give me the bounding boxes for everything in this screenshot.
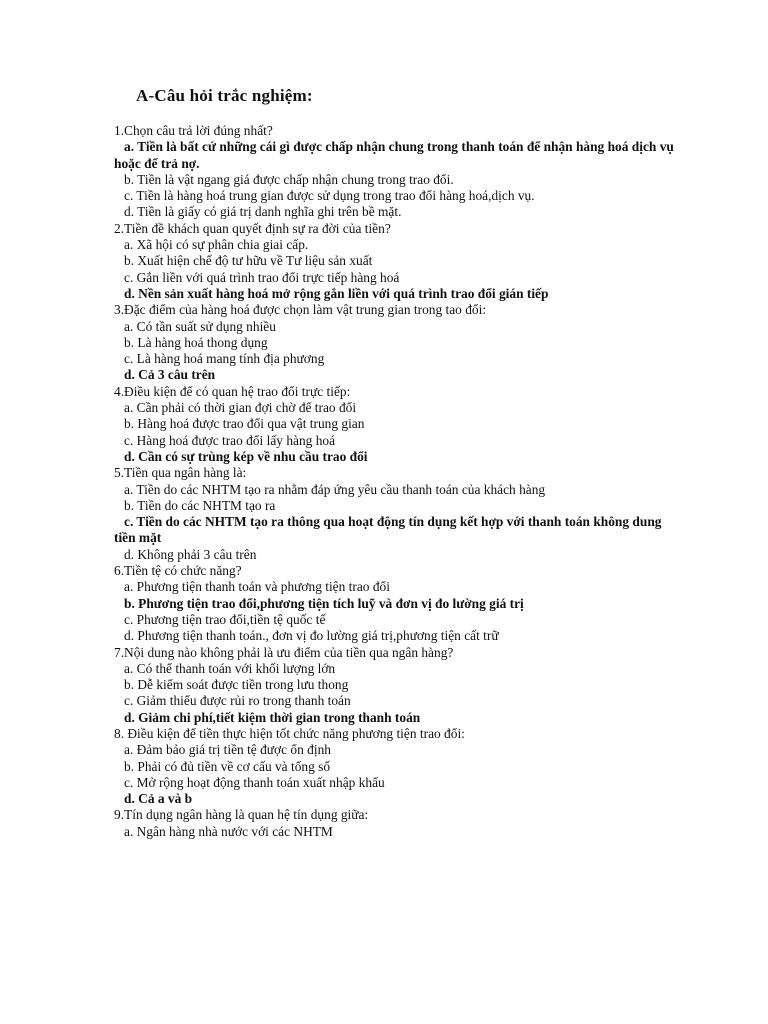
answer-option: b. Dễ kiểm soát được tiền trong lưu thong bbox=[124, 677, 349, 693]
answer-option: c. Là hàng hoá mang tính địa phương bbox=[124, 351, 325, 367]
answer-option: a. Ngân hàng nhà nước với các NHTM bbox=[124, 823, 333, 839]
question-text: 3.Đặc điểm của hàng hoá được chọn làm vật trung gian trong tao đổi: bbox=[114, 302, 487, 318]
question-list bbox=[114, 123, 674, 840]
answer-option-correct: a. Tiền là bất cứ những cái gì được chấp nhận chung trong thanh toán để nhận hàng hoá dịch vụ hoặc để trả nợ. bbox=[114, 139, 674, 171]
answer-option: b. Xuất hiện chế độ tư hữu về Tư liệu sản xuất bbox=[124, 253, 373, 269]
answer-option-correct: d. Nền sản xuất hàng hoá mở rộng gắn liền với quá trình trao đổi gián tiếp bbox=[124, 285, 549, 301]
answer-option: a. Có tần suất sử dụng nhiều bbox=[124, 318, 276, 334]
question-text: 1.Chọn câu trả lời đúng nhất? bbox=[114, 123, 273, 138]
answer-option: b. Hàng hoá được trao đổi qua vật trung gian bbox=[124, 416, 365, 432]
answer-option: b. Phải có đủ tiền về cơ cấu và tổng số bbox=[124, 758, 331, 774]
answer-option: d. Phương tiện thanh toán., đơn vị đo lường giá trị,phương tiện cất trữ bbox=[124, 628, 499, 644]
question-text: 4.Điều kiện để có quan hệ trao đổi trực tiếp: bbox=[114, 383, 351, 399]
answer-option: c. Hàng hoá được trao đổi lấy hàng hoá bbox=[124, 432, 336, 448]
answer-option: c. Phương tiện trao đổi,tiền tệ quốc tế bbox=[124, 611, 326, 627]
answer-option-correct: d. Cả a và b bbox=[124, 791, 193, 807]
answer-option: a. Có thể thanh toán với khối lượng lớn bbox=[124, 660, 336, 676]
section-title: A-Câu hỏi trắc nghiệm: bbox=[136, 86, 313, 105]
answer-option-correct: c. Tiền do các NHTM tạo ra thông qua hoạt động tín dụng kết hợp với thanh toán không dung tiền mặt bbox=[114, 514, 662, 546]
answer-option: b. Là hàng hoá thong dụng bbox=[124, 334, 268, 350]
answer-option: c. Giảm thiểu được rủi ro trong thanh toán bbox=[124, 693, 351, 709]
answer-option: b. Tiền là vật ngang giá được chấp nhận chung trong trao đổi. bbox=[124, 171, 454, 187]
answer-option: c. Gắn liền với quá trình trao đổi trực tiếp hàng hoá bbox=[124, 269, 400, 285]
answer-option: d. Không phải 3 câu trên bbox=[124, 546, 257, 562]
answer-option-correct: d. Giảm chi phí,tiết kiệm thời gian trong thanh toán bbox=[124, 709, 421, 725]
answer-option: a. Cần phải có thời gian đợi chờ để trao đổi bbox=[124, 400, 357, 416]
question-text: 7.Nội dung nào không phải là ưu điểm của tiền qua ngân hàng? bbox=[114, 644, 454, 660]
answer-option-correct: d. Cần có sự trùng kép về nhu cầu trao đổi bbox=[124, 448, 368, 464]
answer-option: a. Phương tiện thanh toán và phương tiện trao đổi bbox=[124, 579, 390, 595]
answer-option: c. Tiền là hàng hoá trung gian được sử dụng trong trao đổi hàng hoá,dịch vụ. bbox=[124, 188, 535, 204]
answer-option: c. Mở rộng hoạt động thanh toán xuất nhập khẩu bbox=[124, 774, 385, 790]
question-text: 8. Điều kiện để tiền thực hiện tốt chức năng phương tiện trao đổi: bbox=[114, 725, 465, 741]
answer-option: b. Tiền do các NHTM tạo ra bbox=[124, 497, 276, 513]
answer-option: d. Tiền là giấy có giá trị danh nghĩa ghi trên bề mặt. bbox=[124, 204, 402, 220]
answer-option-correct: d. Cả 3 câu trên bbox=[124, 367, 216, 383]
question-text: 5.Tiền qua ngân hàng là: bbox=[114, 465, 247, 481]
question-text: 6.Tiền tệ có chức năng? bbox=[114, 563, 242, 579]
question-text: 2.Tiền đề khách quan quyết định sự ra đời của tiền? bbox=[114, 220, 391, 236]
answer-option: a. Đảm bảo giá trị tiền tệ được ổn định bbox=[124, 742, 331, 758]
question-text: 9.Tín dụng ngân hàng là quan hệ tín dụng giữa: bbox=[114, 807, 369, 823]
answer-option: a. Tiền do các NHTM tạo ra nhằm đáp ứng yêu cầu thanh toán của khách hàng bbox=[124, 481, 546, 497]
answer-option-correct: b. Phương tiện trao đổi,phương tiện tích luỹ và đơn vị đo lường giá trị bbox=[124, 595, 524, 611]
answer-option: a. Xã hội có sự phân chia giai cấp. bbox=[124, 237, 309, 253]
